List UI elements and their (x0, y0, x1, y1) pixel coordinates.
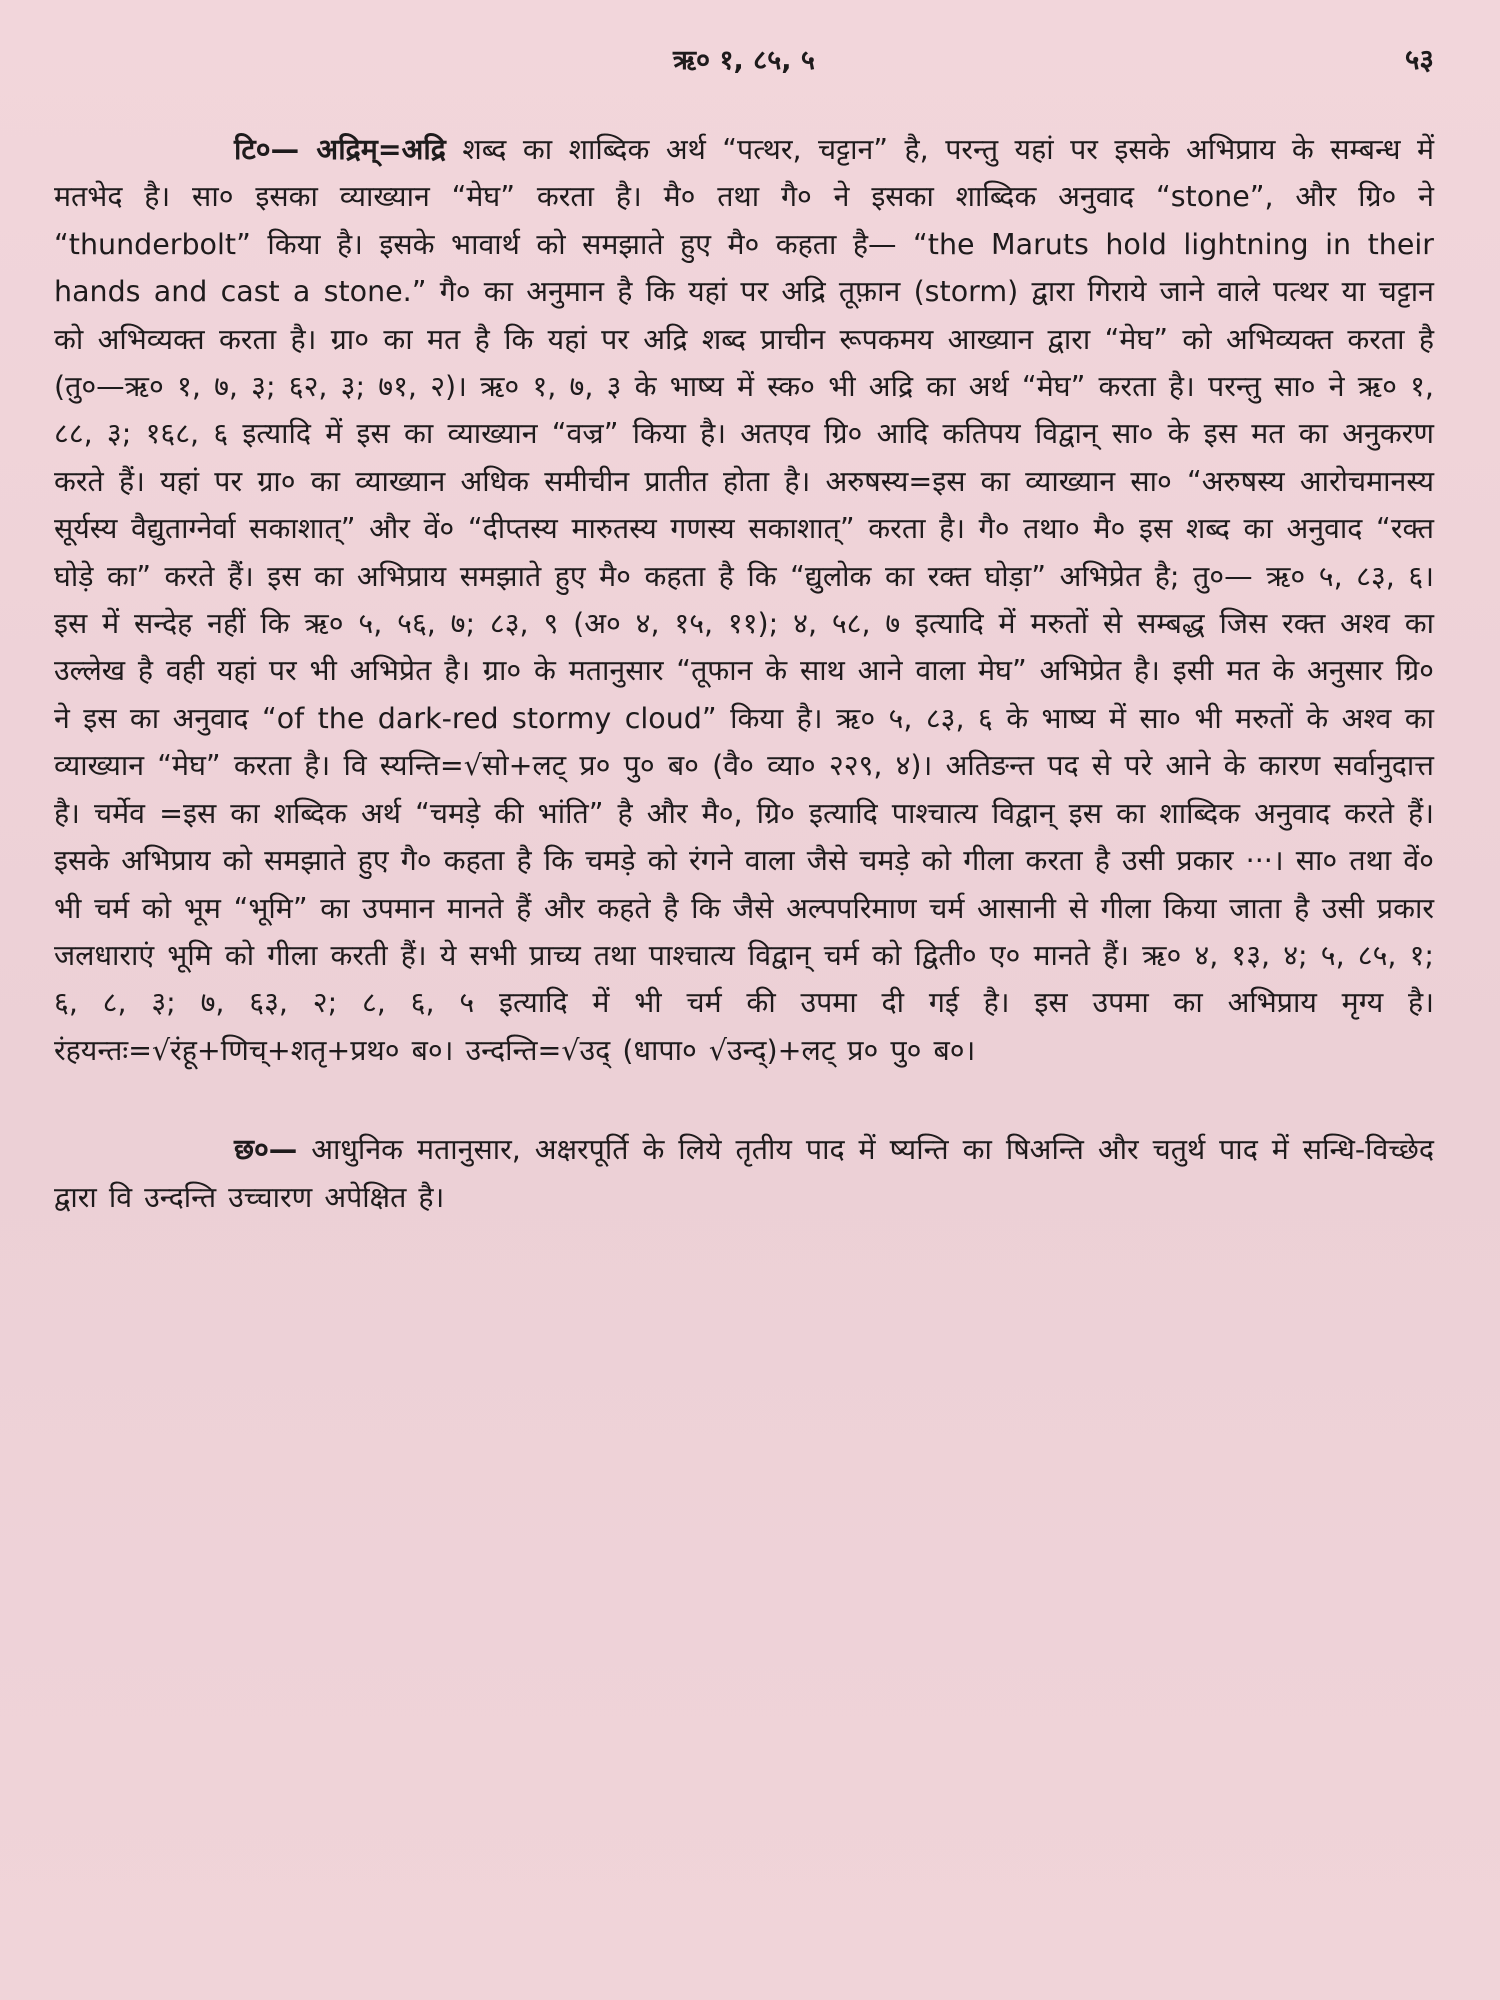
page-number: ५३ (1404, 43, 1434, 76)
chhandas-text: आधुनिक मतानुसार, अक्षरपूर्ति के लिये तृतीय पाद में ष्यन्ति का षिअन्ति और चतुर्थ पाद में सन्धि-विच्छेद द्वारा वि उन्दन्ति उच्चारण अपेक्षित है। (54, 1133, 1434, 1214)
chhandas-lead: छ०— (234, 1133, 298, 1167)
commentary-lead: टि०— अद्रिम्=अद्रि (234, 133, 446, 166)
running-title: ऋ० १, ८५, ५ (673, 45, 815, 76)
paragraph-gap (54, 1074, 1434, 1126)
commentary-paragraph (54, 126, 1434, 1074)
running-head (54, 40, 1434, 84)
commentary-text: शब्द का शाब्दिक अर्थ “पत्थर, चट्टान” है, परन्तु यहां पर इसके अभिप्राय के सम्बन्ध में मतभेद है। सा० इसका व्याख्यान “मेघ” करता है। मै० तथा गै० ने इसका शाब्दिक अनुवाद “stone”, और ग्रि० ने “thunderbolt” किया है। इसके भावार्थ को समझाते हुए मै० कहता है— “the Maruts hold lightning in their hands and cast a stone.” गै० का अनुमान है कि यहां पर अद्रि तूफ़ान (storm) द्वारा गिराये जाने वाले पत्थर या चट्टान को अभिव्यक्त करता है। ग्रा० का मत है कि यहां पर अद्रि शब्द प्राचीन रूपकमय आख्यान द्वारा “मेघ” को अभिव्यक्त करता है (तु०—ऋ० १, ७, ३; ६२, ३; ७१, २)। ऋ० १, ७, ३ के भाष्य में स्क० भी अद्रि का अर्थ “मेघ” करता है। परन्तु सा० ने ऋ० १, ८८, ३; १६८, ६ इत्यादि में इस का व्याख्यान “वज्र” किया है। अतएव ग्रि० आदि कतिपय विद्वान् सा० के इस मत का अनुकरण करते हैं। यहां पर ग्रा० का व्याख्यान अधिक समीचीन प्रातीत होता है। अरुषस्य=इस का व्याख्यान सा० “अरुषस्य आरोचमानस्य सूर्यस्य वैद्युताग्नेर्वा सकाशात्” और वें० “दीप्तस्य मारुतस्य गणस्य सकाशात्” करता है। गै० तथा० मै० इस शब्द का अनुवाद “रक्त घोड़े का” करते हैं। इस का अभिप्राय समझाते हुए मै० कहता है कि “द्युलोक का रक्त घोड़ा” अभिप्रेत है; तु०— ऋ० ५, ८३, ६। इस में सन्देह नहीं कि ऋ० ५, ५६, ७; ८३, ९ (अ० ४, १५, ११); ४, ५८, ७ इत्यादि में मरुतों से सम्बद्ध जिस रक्त अश्व का उल्लेख है वही यहां पर भी अभिप्रेत है। ग्रा० के मतानुसार “तूफान के साथ आने वाला मेघ” अभिप्रेत है। इसी मत के अनुसार ग्रि० ने इस का अनुवाद “of the dark-red stormy cloud” किया है। ऋ० ५, ८३, ६ के भाष्य में सा० भी मरुतों के अश्व का व्याख्यान “मेघ” करता है। वि स्यन्ति=√सो+लट् प्र० पु० ब० (वै० व्या० २२९, ४)। अतिङन्त पद से परे आने के कारण सर्वानुदात्त है। चर्मेव =इस का शब्दिक अर्थ “चमड़े की भांति” है और मै०, ग्रि० इत्यादि पाश्चात्य विद्वान् इस का शाब्दिक अनुवाद करते हैं। इसके अभिप्राय को समझाते हुए गै० कहता है कि चमड़े को रंगने वाला जैसे चमड़े को गीला करता है उसी प्रकार ···। सा० तथा वें० भी चर्म को भूम “भूमि” का उपमान मानते हैं और कहते है कि जैसे अल्पपरिमाण चर्म आसानी से गीला किया जाता है उसी प्रकार जलधाराएं भूमि को गीला करती हैं। ये सभी प्राच्य तथा पाश्चात्य विद्वान् चर्म को द्विती० ए० मानते हैं। ऋ० ४, १३, ४; ५, ८५, १; ६, ८, ३; ७, ६३, २; ८, ६, ५ इत्यादि में भी चर्म की उपमा दी गई है। इस उपमा का अभिप्राय मृग्य है। रंहयन्तः=√रंहू+णिच्+शतृ+प्रथ० ब०। उन्दन्ति=√उद् (धापा० √उन्द्)+लट् प्र० पु० ब०। (54, 133, 1434, 1067)
chhandas-paragraph (54, 1126, 1434, 1221)
